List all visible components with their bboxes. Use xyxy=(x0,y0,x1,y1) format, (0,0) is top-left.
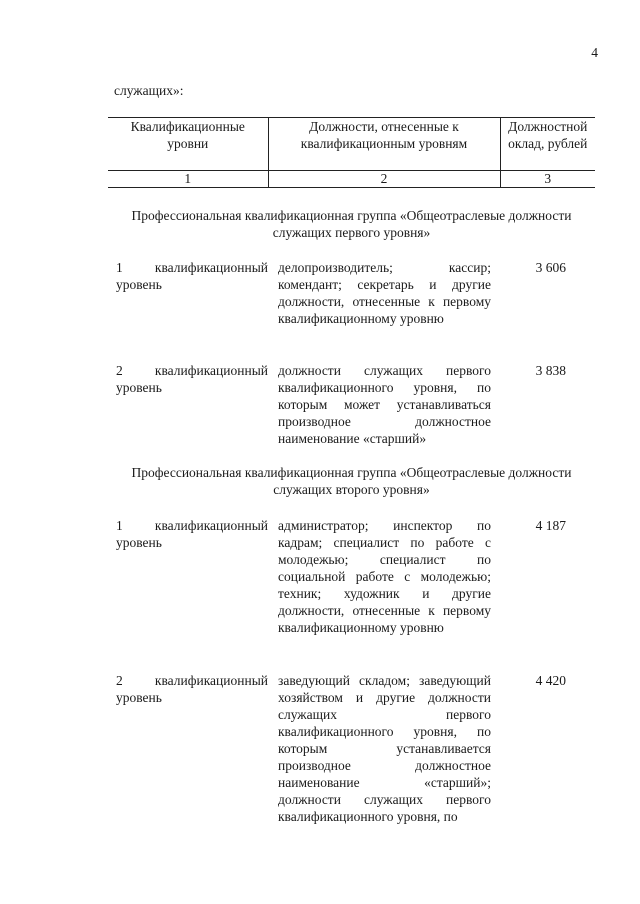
qualification-level-word: уровень xyxy=(116,690,162,705)
qualification-level xyxy=(116,362,268,396)
qualification-level-number: 1 квалификационный xyxy=(116,518,268,533)
qualification-level-number: 2 квалификационный xyxy=(116,363,268,378)
column-header-salary: Должностной оклад, рублей xyxy=(500,118,595,171)
column-number-3: 3 xyxy=(500,171,595,188)
group-title: Профессиональная квалификационная группа «Общеотраслевые должности служащих второго уровня» xyxy=(131,465,572,497)
qualification-level xyxy=(116,672,268,706)
qualification-level xyxy=(116,517,268,551)
positions-text: делопроизводитель; кассир; комендант; секретарь и другие должности, отнесенные к первому квалификационному уровню xyxy=(278,260,491,326)
column-header-levels: Квалификационные уровни xyxy=(108,118,268,171)
positions-text: заведующий складом; заведующий хозяйством и другие должности служащих первого квалификационного уровня, по которым устанавливается производное должностное наименование «старший»; должности служащих первого квалификационного уровня, по xyxy=(278,673,491,824)
qualification-level-word: уровень xyxy=(116,535,162,550)
group-title: Профессиональная квалификационная группа «Общеотраслевые должности служащих первого уровня» xyxy=(131,208,572,240)
page-number: 4 xyxy=(591,45,598,60)
qualification-level-number: 2 квалификационный xyxy=(116,673,268,688)
qualification-level-number: 1 квалификационный xyxy=(116,260,268,275)
salary-value: 3 838 xyxy=(535,363,566,378)
salary-value: 4 420 xyxy=(535,673,566,688)
salary-value: 4 187 xyxy=(535,518,566,533)
qualification-level xyxy=(116,259,268,293)
positions-text: администратор; инспектор по кадрам; специалист по работе с молодежью; специалист по социальной работе с молодежью; техник; художник и другие должности, отнесенные к первому квалификационному уровню xyxy=(278,518,491,635)
salary-value: 3 606 xyxy=(535,260,566,275)
column-number-2: 2 xyxy=(268,171,500,188)
positions-text: должности служащих первого квалификационного уровня, по которым может устанавливаться производное должностное наименование «старший» xyxy=(278,363,491,446)
qualification-level-word: уровень xyxy=(116,380,162,395)
column-header-positions: Должности, отнесенные к квалификационным уровням xyxy=(268,118,500,171)
qualification-level-word: уровень xyxy=(116,277,162,292)
column-number-1: 1 xyxy=(108,171,268,188)
table-header xyxy=(108,117,595,188)
intro-text: служащих»: xyxy=(114,83,184,98)
